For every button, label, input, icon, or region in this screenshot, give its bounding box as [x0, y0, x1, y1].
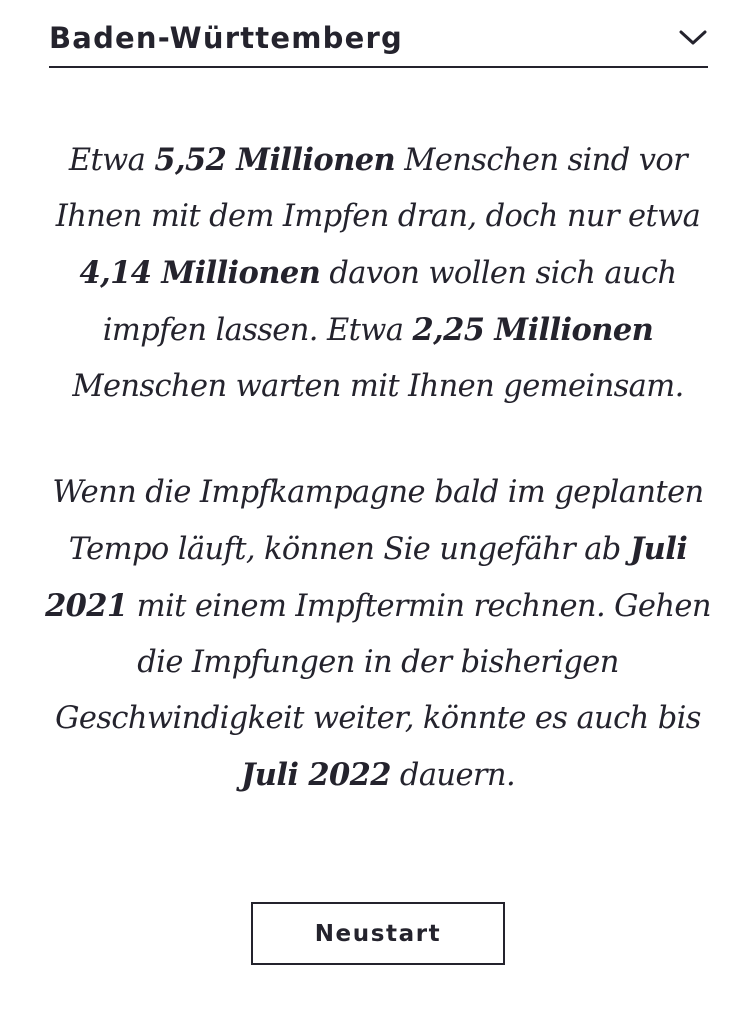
people-waiting-together-count: 2,25 Millionen — [412, 312, 654, 348]
waiting-count-paragraph — [40, 132, 716, 415]
current-pace-date: Juli 2022 — [240, 757, 391, 793]
text-segment: Menschen sind vor Ihnen mit dem Impfen dran, doch nur etwa — [55, 143, 701, 234]
people-wanting-vaccine-count: 4,14 Millionen — [79, 255, 321, 291]
appointment-estimate-paragraph — [40, 465, 716, 804]
planned-pace-date: Juli 2021 — [45, 531, 688, 624]
text-segment: Wenn die Impfkampagne bald im geplanten Tempo läuft, können Sie ungefähr ab — [52, 475, 704, 567]
chevron-down-icon[interactable] — [678, 28, 708, 48]
text-segment: dauern. — [390, 758, 516, 793]
text-segment: mit einem Impftermin rechnen. Gehen die Impfungen in der bisherigen Geschwindigkeit weiter, könnte es auch bis — [55, 589, 711, 736]
restart-button[interactable]: Neustart — [251, 902, 505, 965]
text-segment: Menschen warten mit Ihnen gemeinsam. — [72, 369, 684, 404]
text-segment: davon wollen sich auch impfen lassen. Etwa — [102, 256, 677, 348]
region-select-value: Baden-Württemberg — [49, 21, 403, 55]
text-segment: Etwa — [68, 143, 155, 178]
region-select[interactable] — [49, 18, 708, 68]
people-ahead-count: 5,52 Millionen — [154, 142, 396, 178]
